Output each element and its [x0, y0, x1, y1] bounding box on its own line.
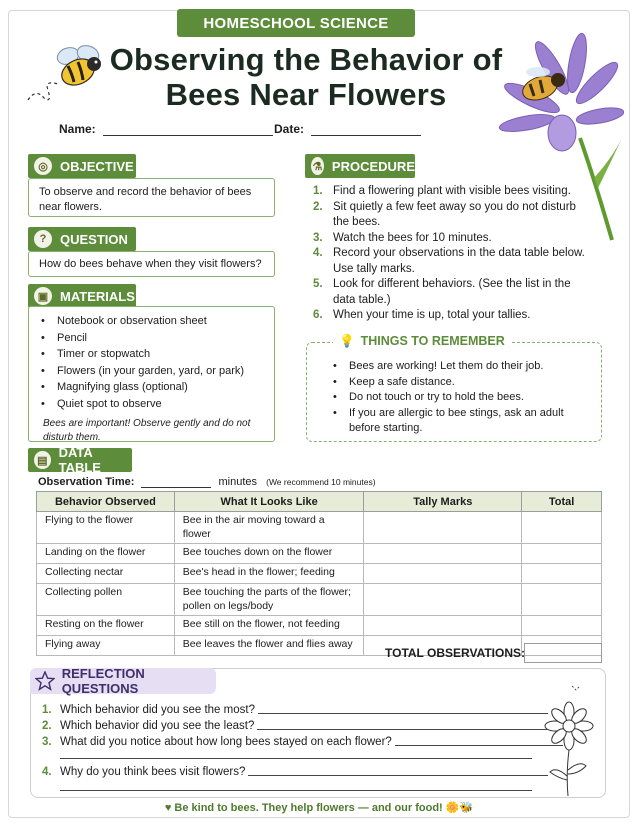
objective-header: ◎ OBJECTIVE	[28, 154, 136, 178]
list-item: 2. Sit quietly a few feet away so you do not disturb the bees.	[313, 200, 576, 228]
reflection-questions-cont	[42, 762, 548, 778]
question-box: How do bees behave when they visit flowers?	[28, 251, 275, 277]
description-cell: Bee in the air moving toward a flower	[174, 512, 364, 544]
remember-header: 💡 THINGS TO REMEMBER	[333, 334, 511, 349]
answer-line[interactable]	[257, 729, 547, 730]
description-cell: Bee leaves the flower and flies away	[174, 636, 364, 656]
behavior-cell: Collecting pollen	[37, 584, 175, 616]
backpack-icon: ▣	[34, 287, 52, 305]
objective-box: To observe and record the behavior of bees near flowers.	[28, 178, 275, 217]
list-item: • Timer or stopwatch	[39, 347, 264, 362]
column-header: Behavior Observed	[37, 492, 175, 512]
data-table-header: ▤ DATA TABLE	[28, 448, 132, 472]
total-cell[interactable]	[522, 544, 602, 564]
tally-cell[interactable]	[364, 512, 522, 544]
total-observations-field[interactable]	[524, 643, 602, 663]
list-item: 3. What did you notice about how long bees stayed on each flower?	[42, 732, 563, 748]
procedure-header: ⚗ PROCEDURE	[305, 154, 415, 178]
materials-list	[39, 314, 264, 412]
list-item: 4. Why do you think bees visit flowers?	[42, 762, 548, 778]
tally-cell[interactable]	[364, 584, 522, 616]
answer-line[interactable]	[248, 775, 548, 776]
list-item: • If you are allergic to bee stings, ask an adult before starting.	[329, 406, 589, 437]
list-item: 2. Which behavior did you see the least?	[42, 716, 563, 732]
tally-cell[interactable]	[364, 564, 522, 584]
list-item: 5. Look for different behaviors. (See the list in the data table.)	[313, 278, 571, 306]
reflection-questions	[42, 700, 563, 748]
star-icon	[34, 671, 57, 691]
procedure-list	[313, 184, 593, 324]
list-item: 1. Which behavior did you see the most?	[42, 700, 563, 716]
table-row	[37, 564, 602, 584]
list-item: 4. Record your observations in the data table below. Use tally marks.	[313, 247, 585, 275]
answer-line[interactable]	[258, 713, 548, 714]
table-row	[37, 584, 602, 616]
daisy-sketch	[536, 684, 602, 798]
total-cell[interactable]	[522, 512, 602, 544]
column-header: Tally Marks	[364, 492, 522, 512]
subject-banner: HOMESCHOOL SCIENCE	[177, 9, 415, 37]
page-title: Observing the Behavior of Bees Near Flowers	[109, 42, 503, 112]
flask-icon: ⚗	[311, 157, 324, 175]
table-row	[37, 616, 602, 636]
data-table	[36, 491, 602, 656]
description-cell: Bee touches down on the flower	[174, 544, 364, 564]
tally-cell[interactable]	[364, 544, 522, 564]
list-item: 3. Watch the bees for 10 minutes.	[313, 231, 492, 244]
answer-line[interactable]	[60, 790, 532, 791]
list-item: • Quiet spot to observe	[39, 397, 264, 412]
description-cell: Bee still on the flower, not feeding	[174, 616, 364, 636]
remember-list	[329, 359, 589, 437]
column-header: Total	[522, 492, 602, 512]
list-item: 1. Find a flowering plant with visible bees visiting.	[313, 185, 571, 197]
date-field[interactable]: Date:	[274, 122, 421, 136]
clipboard-icon: ▤	[34, 451, 51, 469]
total-cell[interactable]	[522, 564, 602, 584]
total-cell[interactable]	[522, 584, 602, 616]
behavior-cell: Flying to the flower	[37, 512, 175, 544]
behavior-cell: Resting on the flower	[37, 616, 175, 636]
observation-time-field[interactable]: Observation Time: minutes (We recommend 10 minutes)	[38, 476, 376, 488]
materials-note: Bees are important! Observe gently and do not disturb them.	[43, 417, 251, 443]
description-cell: Bee touching the parts of the flower; pollen on legs/body	[174, 584, 364, 616]
list-item: • Bees are working! Let them do their job.	[329, 359, 589, 375]
list-item: • Do not touch or try to hold the bees.	[329, 390, 589, 406]
list-item: • Pencil	[39, 331, 264, 346]
list-item: • Magnifying glass (optional)	[39, 380, 264, 395]
question-icon: ?	[34, 230, 52, 248]
list-item: • Flowers (in your garden, yard, or park)	[39, 364, 264, 379]
question-header: ? QUESTION	[28, 227, 136, 251]
remember-box	[306, 334, 602, 442]
answer-line[interactable]	[60, 758, 532, 759]
reflection-header: REFLECTION QUESTIONS	[30, 668, 216, 694]
target-icon: ◎	[34, 157, 52, 175]
lightbulb-icon: 💡	[339, 334, 355, 348]
materials-box	[28, 306, 275, 442]
list-item: • Notebook or observation sheet	[39, 314, 264, 329]
total-observations-label: TOTAL OBSERVATIONS:	[385, 646, 526, 660]
list-item: 6. When your time is up, total your tallies.	[313, 309, 531, 321]
column-header: What It Looks Like	[174, 492, 364, 512]
behavior-cell: Collecting nectar	[37, 564, 175, 584]
table-header-row	[37, 492, 602, 512]
table-row	[37, 544, 602, 564]
total-cell[interactable]	[522, 616, 602, 636]
behavior-cell: Flying away	[37, 636, 175, 656]
tally-cell[interactable]	[364, 616, 522, 636]
list-item: • Keep a safe distance.	[329, 375, 589, 391]
footer-message: ♥ Be kind to bees. They help flowers — and our food! 🌼🐝	[164, 802, 474, 814]
name-field[interactable]: Name:	[59, 122, 273, 136]
table-row	[37, 512, 602, 544]
materials-header: ▣ MATERIALS	[28, 284, 136, 308]
description-cell: Bee's head in the flower; feeding	[174, 564, 364, 584]
behavior-cell: Landing on the flower	[37, 544, 175, 564]
